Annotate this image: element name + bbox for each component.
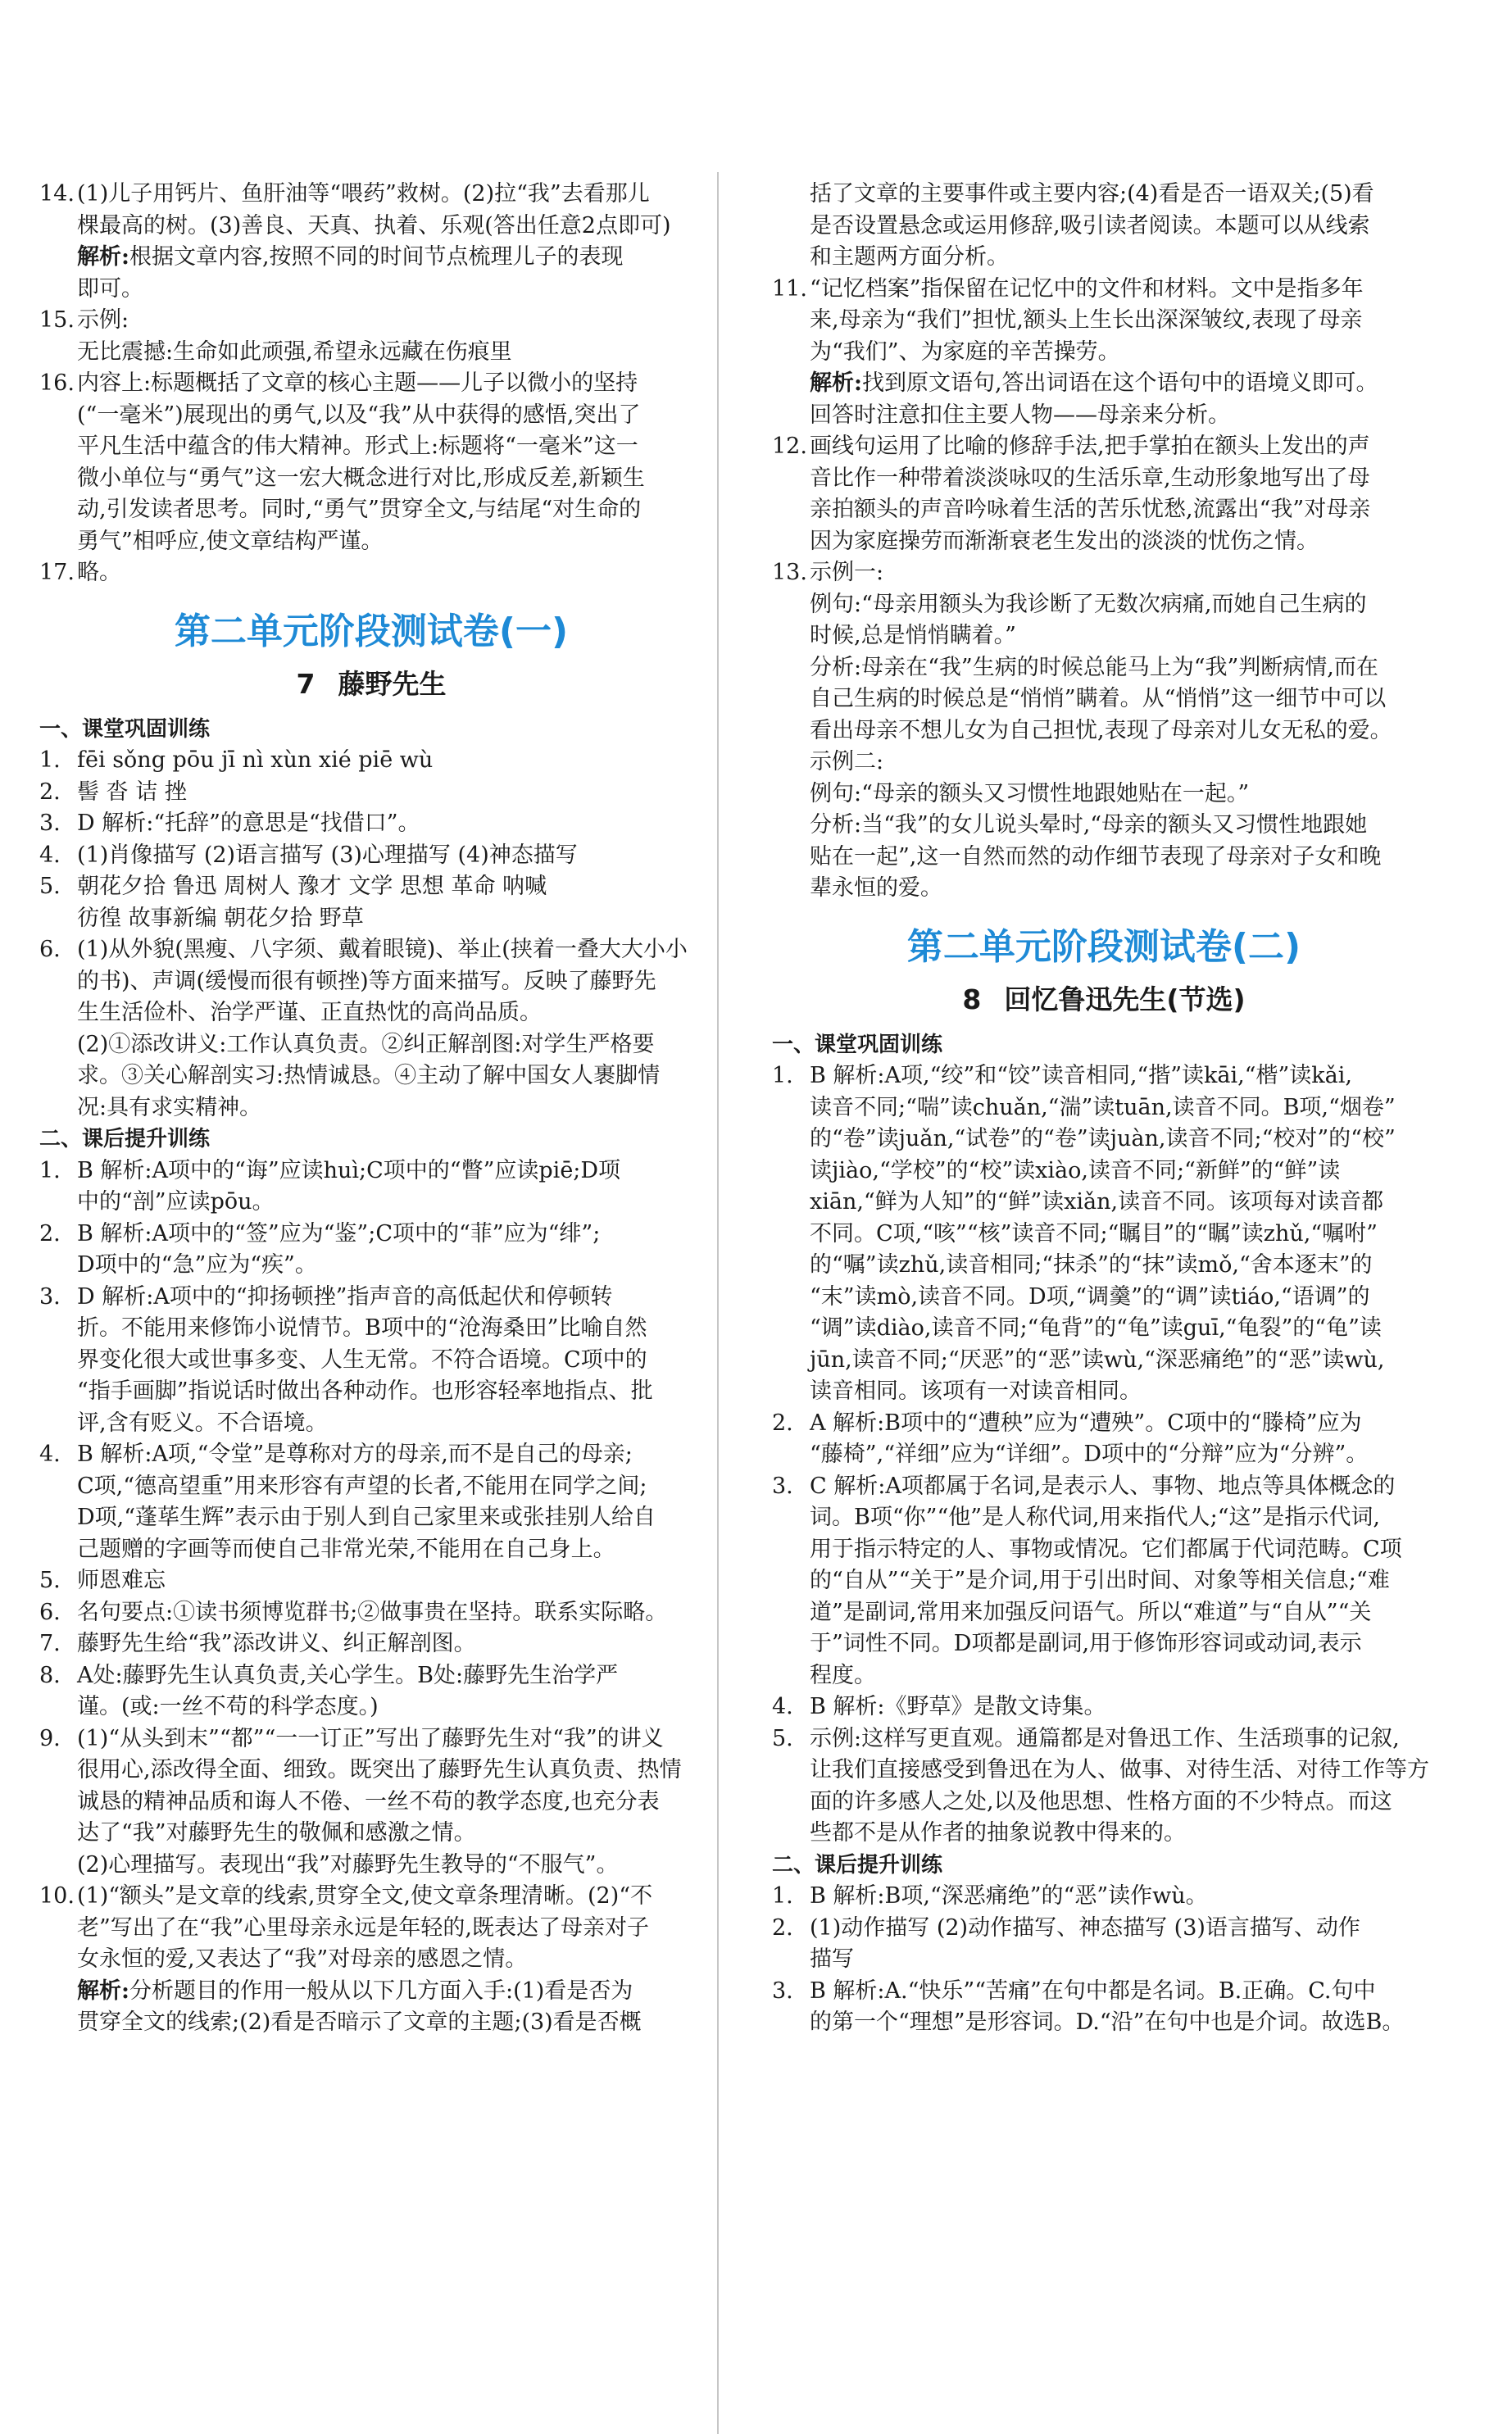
- answer-item: 6. 名句要点:①读书须博览群书;②做事贵在坚持。联系实际略。: [39, 1599, 668, 1625]
- answer-item: 1. fēi sǒng pōu jī nì xùn xié piē wù: [39, 747, 434, 773]
- answer-item: 5. 朝花夕拾 鲁迅 周树人 豫才 文学 思想 革命 呐喊 彷徨 故事新编 朝花夕拾 野草: [39, 874, 547, 931]
- answer-item: 11. “记忆档案”指保留在记忆中的文件和材料。文中是指多年 来,母亲为“我们”担忧,额头上生长出深深皱纹,表现了母亲 为“我们”、为家庭的辛苦操劳。 解析:找到原文语句,答出词语在这个语句中的语境义即可。 回答时注意扣住主要人物——母亲来分析。: [772, 275, 1378, 428]
- lesson-number: 8: [962, 983, 982, 1015]
- column-divider: [717, 172, 719, 2434]
- answer-item: 14. (1)儿子用钙片、鱼肝油等“喂药”救树。(2)拉“我”去看那儿 棵最高的树。(3)善良、天真、执着、乐观(答出任意2点即可) 解析:根据文章内容,按照不同的时间节点梳理儿子的表现 即可。: [39, 179, 703, 305]
- answer-item: 3. D 解析:A项中的“抑扬顿挫”指声音的高低起伏和停顿转 折。不能用来修饰小说情节。B项中的“沧海桑田”比喻自然 界变化很大或世事多变、人生无常。不符合语境。C项中的 “指手画脚”指说话时做出各种动作。也形容轻率地指点、批 评,含有贬义。不合语境。: [39, 1283, 653, 1436]
- answer-item: 12. 画线句运用了比喻的修辞手法,把手掌拍在额头上发出的声 音比作一种带着淡淡咏叹的生活乐章,生动形象地写出了母 亲拍额头的声音吟咏着生活的苦乐忧愁,流露出“我”对母亲 因为家庭操劳而渐渐衰老生发出的淡淡的忧伤之情。: [772, 434, 1371, 554]
- explanation-label: 解析:: [77, 1978, 129, 2004]
- answer-item: 16. 内容上:标题概括了文章的核心主题——儿子以微小的坚持 (“一毫米”)展现出的勇气,以及“我”从中获得的感悟,突出了 平凡生活中蕴含的伟大精神。形式上:标题将“一毫米”这一 微小单位与“勇气”这一宏大概念进行对比,形成反差,新颖生 动,引发读者思考。同时,“勇气”贯穿全文,与结尾“对生命的 勇气”相呼应,使文章结构严谨。: [39, 370, 645, 554]
- answer-item: 6. (1)从外貌(黑瘦、八字须、戴着眼镜)、举止(挟着一叠大大小小 的书)、声调(缓慢而很有顿挫)等方面来描写。反映了藤野先 生生活俭朴、治学严谨、正直热忱的高尚品质。 (2)①添改讲义:工作认真负责。②纠正解剖图:对学生严格要 求。③关心解剖实习:热情诚恳。④主动了解中国女人裹脚情 况:具有求实精神。: [39, 937, 688, 1120]
- answer-item: 5. 师恩难忘: [39, 1568, 166, 1593]
- answer-item: 13. 示例一: 例句:“母亲用额头为我诊断了无数次病痛,而她自己生病的 时候,总是悄悄瞒着。” 分析:母亲在“我”生病的时候总能马上为“我”判断病情,而在 自己生病的时候总是“悄悄”瞒着。从“悄悄”这一细节中可以 看出母亲不想儿女为自己担忧,表现了母亲对儿女无私的爱。 示例二: 例句:“母亲的额头又习惯性地跟她贴在一起。” 分析:当“我”的女儿说头晕时,“母亲的额头又习惯性地跟她 贴在一起”,这一自然而然的动作细节表现了母亲对子女和晚 辈永恒的爱。: [772, 560, 1392, 901]
- answer-item: 2. (1)动作描写 (2)动作描写、神态描写 (3)语言描写、动作 描写: [772, 1914, 1360, 1972]
- answer-item: 2. A 解析:B项中的“遭秧”应为“遭殃”。C项中的“滕椅”应为 “藤椅”,“祥细”应为“详细”。D项中的“分辩”应为“分辨”。: [772, 1410, 1369, 1467]
- answer-item: 10. (1)“额头”是文章的线索,贯穿全文,使文章条理清晰。(2)“不 老”写出了在“我”心里母亲永远是年轻的,既表达了母亲对子 女永恒的爱,又表达了“我”对母亲的感恩之情。 解析:分析题目的作用一般从以下几方面入手:(1)看是否为 贯穿全文的线索;(2)看是否暗示了文章的主题;(3)看是否概: [39, 1883, 653, 2035]
- answer-item: 2. B 解析:A项中的“签”应为“鉴”;C项中的“菲”应为“绯”; D项中的“急”应为“疾”。: [39, 1220, 601, 1278]
- answer-item: 1. B 解析:A项,“绞”和“饺”读音相同,“揩”读kāi,“楷”读kǎi, 读音不同;“喘”读chuǎn,“湍”读tuān,读音不同。B项,“烟卷” 的“卷”读juǎn,“试卷”的“卷”读juàn,读音不同;“校对”的“校” 读jiào,“学校”的“校”读xiào,读音不同;“新鲜”的“鲜”读 xiān,“鲜为人知”的“鲜”读xiǎn,读音不同。该项每对读音都 不同。C项,“咳”“核”读音不同;“瞩目”的“瞩”读zhǔ,“嘱咐” 的“嘱”读zhǔ,读音相同;“抹杀”的“抹”读mǒ,“舍本逐末”的 “末”读mò,读音不同。D项,“调羹”的“调”读tiáo,“语调”的 “调”读diào,读音不同;“龟背”的“龟”读guī,“龟裂”的“龟”读 jūn,读音不同;“厌恶”的“恶”读wù,“深恶痛绝”的“恶”读wù, 读音相同。该项有一对读音相同。: [772, 1063, 1396, 1404]
- answer-item: 4. B 解析:A项,“令堂”是尊称对方的母亲,而不是自己的母亲; C项,“德高望重”用来形容有声望的长者,不能用在同学之间; D项,“蓬荜生辉”表示由于别人到自己家里来或张挂别人给自 己题赠的字画等而使自己非常光荣,不能用在自己身上。: [39, 1442, 656, 1562]
- answer-item: 5. 示例:这样写更直观。通篇都是对鲁迅工作、生活琐事的记叙, 让我们直接感受到鲁迅在为人、做事、对待生活、对待工作等方 面的许多感人之处,以及他思想、性格方面的不少特点。而这 些都不是从作者的抽象说教中得来的。: [772, 1725, 1429, 1846]
- unit-title: 第二单元阶段测试卷(一): [174, 610, 569, 652]
- lesson-name: 藤野先生: [338, 667, 447, 700]
- answer-item: 8. A处:藤野先生认真负责,关心学生。B处:藤野先生治学严 谨。(或:一丝不苟的科学态度。): [39, 1662, 619, 1719]
- section-heading: 一、课堂巩固训练: [39, 716, 211, 742]
- answer-item: 1. B 解析:B项,“深恶痛绝”的“恶”读作wù。: [772, 1883, 1208, 1909]
- lesson-title: [772, 979, 1436, 1021]
- explanation-label: 解析:: [810, 370, 862, 396]
- answer-item: 1. B 解析:A项中的“诲”应读huì;C项中的“瞥”应读piē;D项 中的“剖”应读pōu。: [39, 1157, 621, 1215]
- answer-item: 7. 藤野先生给“我”添改讲义、纠正解剖图。: [39, 1631, 476, 1656]
- section-heading: 一、课堂巩固训练: [772, 1032, 943, 1057]
- unit-title: 第二单元阶段测试卷(二): [906, 925, 1301, 968]
- answer-item: 2. 髻 沓 诘 挫: [39, 779, 187, 805]
- answer-item: 17. 略。: [39, 560, 121, 585]
- answer-text: (1)儿子用钙片、鱼肝油等“喂药”救树。(2)拉“我”去看那儿 棵最高的树。(3)善良、天真、执着、乐观(答出任意2点即可) 解析:根据文章内容,按照不同的时间节点梳理儿子的表现 即可。: [77, 181, 671, 302]
- answer-item: 3. C 解析:A项都属于名词,是表示人、事物、地点等具体概念的 词。B项“你”“他”是人称代词,用来指代人;“这”是指示代词, 用于指示特定的人、事物或情况。它们都属于代词范畴。C项 的“自从”“关于”是介词,用于引出时间、对象等相关信息;“难 道”是副词,常用来加强反问语气。所以“难道”与“自从”“关 于”词性不同。D项都是副词,用于修饰形容词或动词,表示 程度。: [772, 1473, 1402, 1688]
- right-column: [772, 179, 1436, 2039]
- explanation-label: 解析:: [77, 244, 129, 270]
- answer-item: 4. B 解析:《野草》是散文诗集。: [772, 1694, 1106, 1719]
- continued-text: 括了文章的主要事件或主要内容;(4)看是否一语双关;(5)看 是否设置悬念或运用修辞,吸引读者阅读。本题可以从线索 和主题两方面分析。: [810, 181, 1374, 270]
- lesson-title: [39, 663, 703, 706]
- section-heading: 二、课后提升训练: [772, 1852, 943, 1878]
- answer-item: 3. B 解析:A.“快乐”“苦痛”在句中都是名词。B.正确。C.句中 的第一个“理想”是形容词。D.“沿”在句中也是介词。故选B。: [772, 1978, 1405, 2035]
- answer-item: 9. (1)“从头到末”“都”“一一订正”写出了藤野先生对“我”的讲义 很用心,添改得全面、细致。既突出了藤野先生认真负责、热情 诚恳的精神品质和诲人不倦、一丝不苟的教学态度,也充分表 达了“我”对藤野先生的敬佩和感激之情。 (2)心理描写。表现出“我”对藤野先生教导的“不服气”。: [39, 1725, 682, 1878]
- section-heading: 二、课后提升训练: [39, 1127, 211, 1151]
- lesson-number: 7: [296, 667, 316, 700]
- answer-item: 15. 示例: 无比震撼:生命如此顽强,希望永远藏在伤痕里: [39, 307, 512, 365]
- left-column: [39, 179, 703, 2039]
- answer-item: 3. D 解析:“托辞”的意思是“找借口”。: [39, 811, 420, 836]
- lesson-name: 回忆鲁迅先生(节选): [1004, 983, 1246, 1015]
- answer-item: 4. (1)肖像描写 (2)语言描写 (3)心理描写 (4)神态描写: [39, 842, 578, 868]
